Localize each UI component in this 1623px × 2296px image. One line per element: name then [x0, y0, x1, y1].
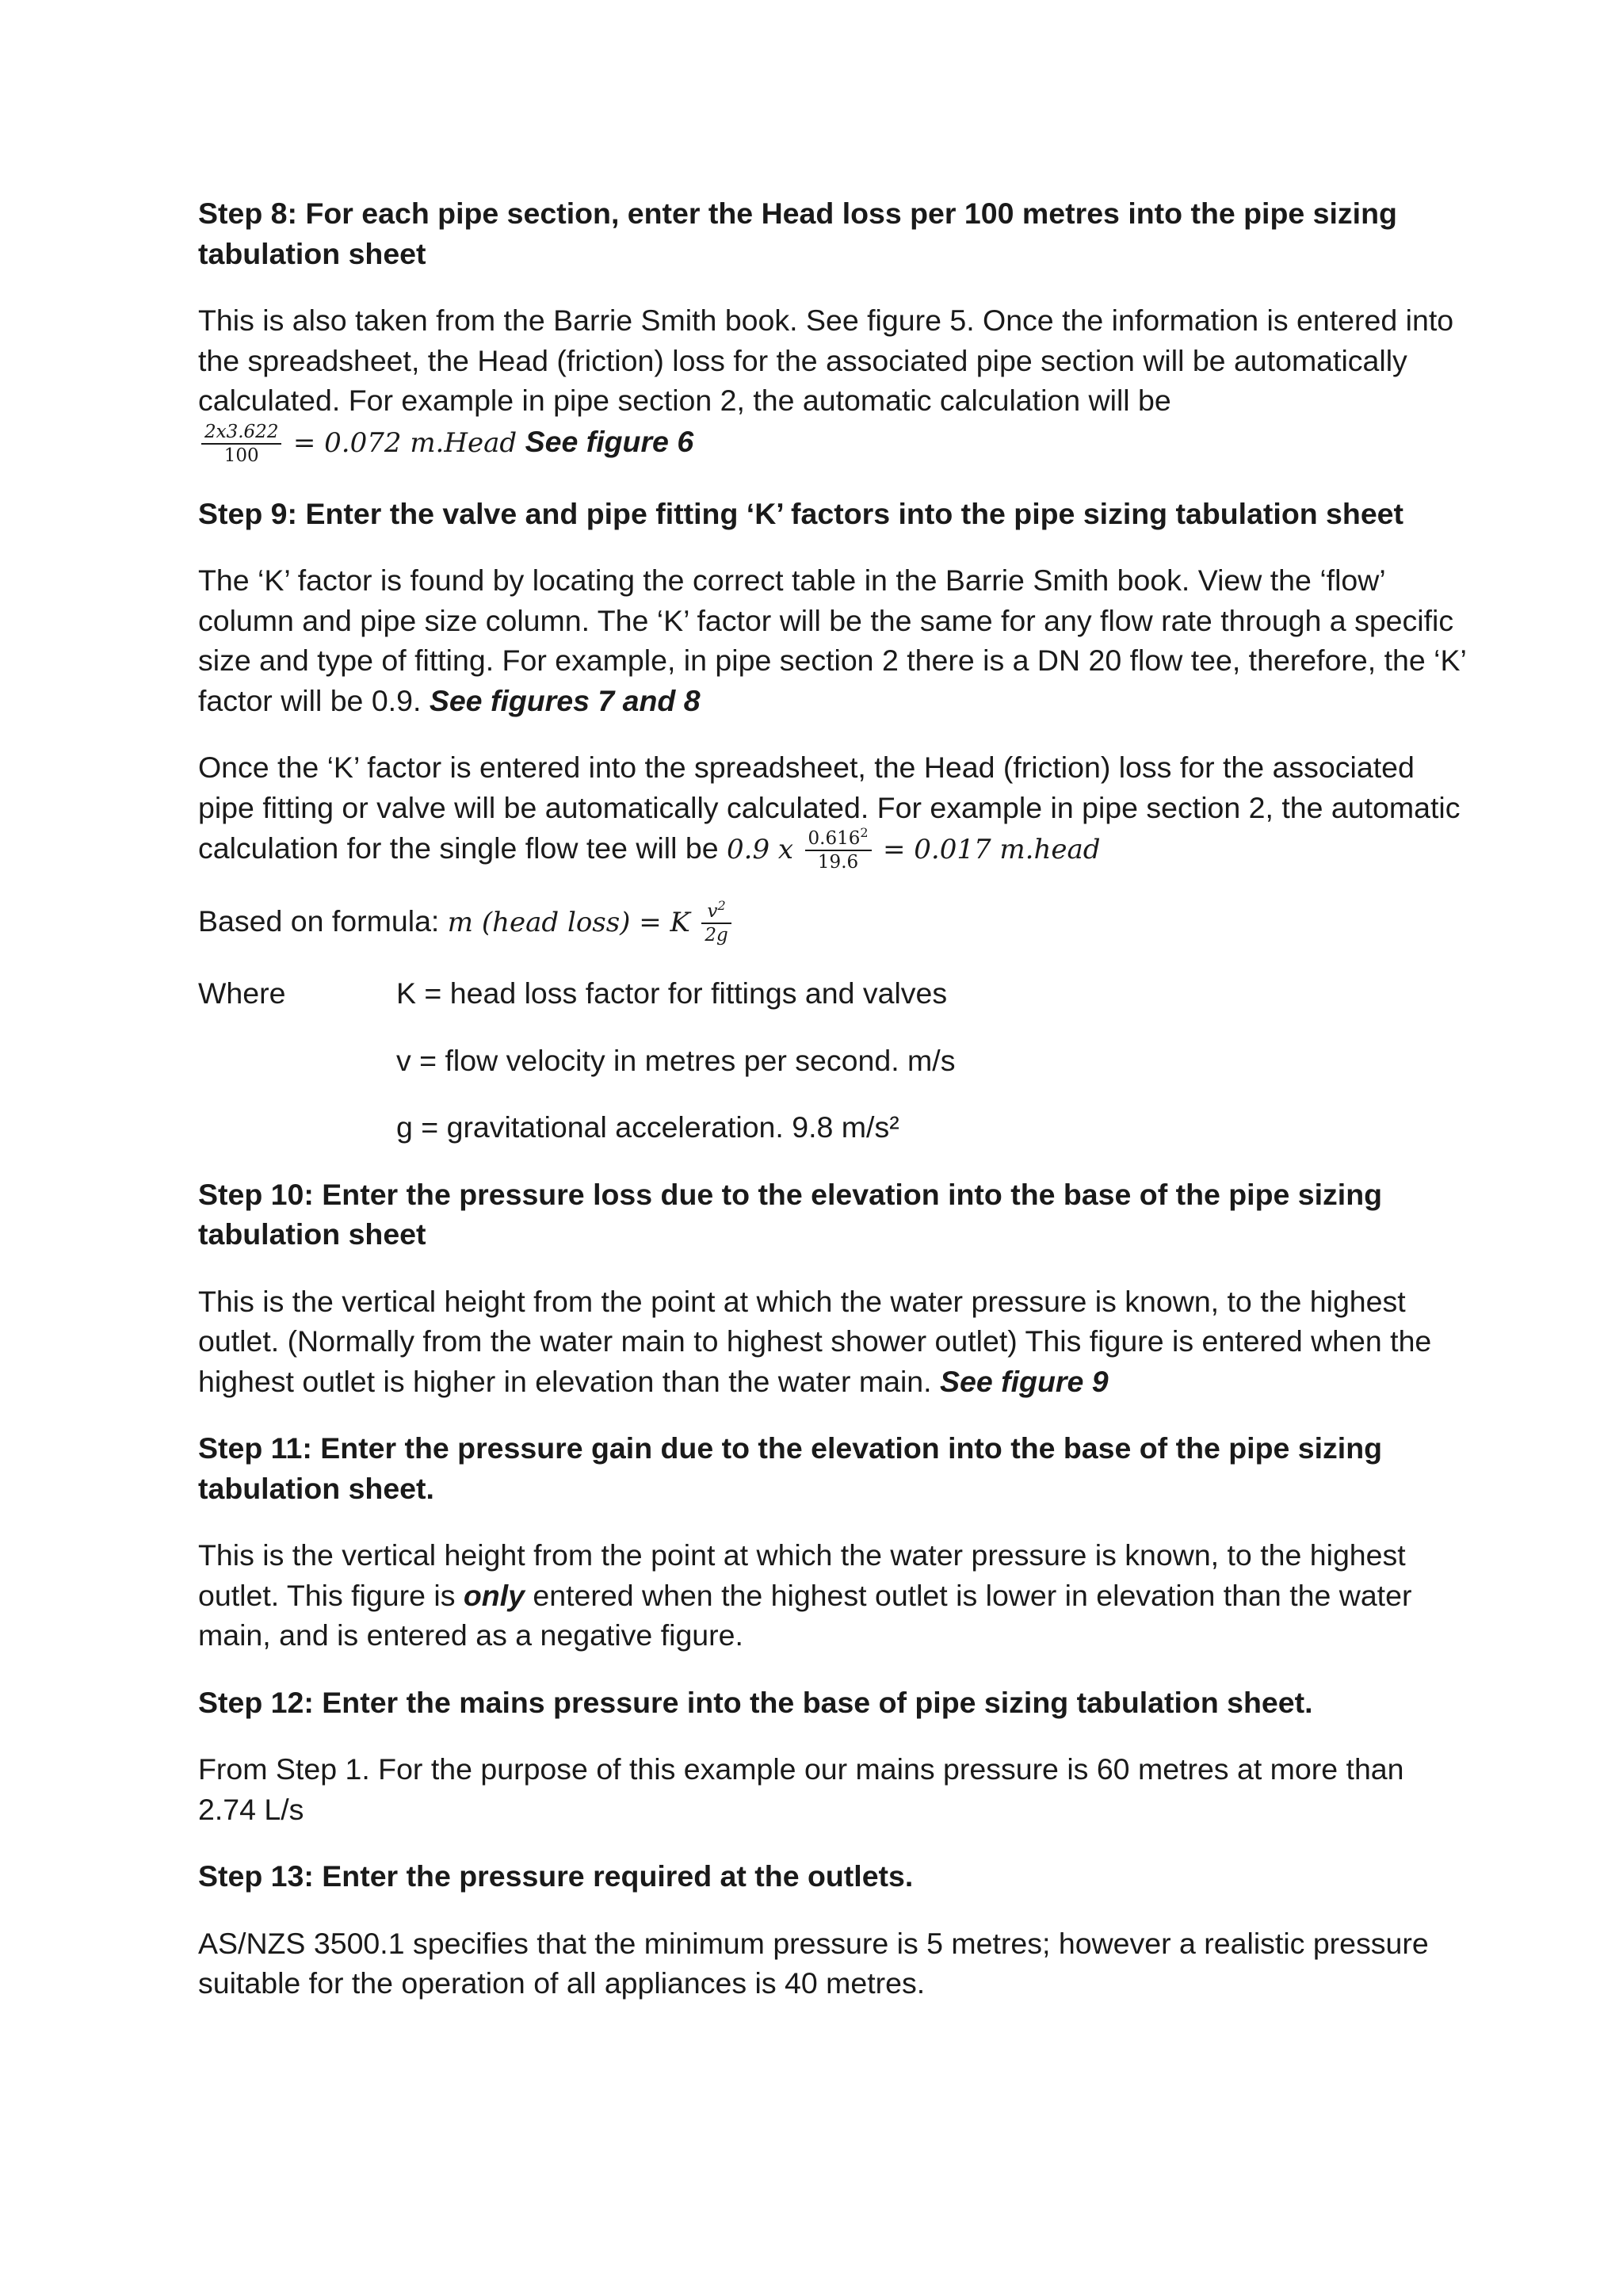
step-9-body-1 [198, 560, 1466, 720]
step-9-calc-den: 19.6 [817, 852, 859, 873]
step-8-heading: Step 8: For each pipe section, enter the Head loss per 100 metres into the pipe sizing tabulation sheet [198, 197, 1397, 270]
formula-den: 2g [705, 925, 728, 946]
step-9-calc-result: = 0.017 m.head [882, 833, 1101, 865]
step-11-emphasis: only [463, 1578, 525, 1612]
formula-num-sup: 2 [717, 898, 726, 913]
step-9-body-2 [198, 747, 1466, 873]
step-11-text-a: This is the vertical height from the point at which the water pressure is known, to the highest outlet. This figure is [198, 1538, 1406, 1612]
step-10-text: This is the vertical height from the point at which the water pressure is known, to the highest outlet. (Normally from the water main to highest shower outlet) This figure is entered when the highest outlet is higher in elevation than the water main. [198, 1284, 1432, 1398]
document-page [198, 193, 1466, 2030]
step-8-frac-num: 2x3.622 [201, 421, 281, 445]
step-10-see-figure: See figure 9 [939, 1364, 1109, 1398]
formula-lhs: m (head loss) = K [447, 906, 690, 938]
definition-v: v = flow velocity in metres per second. m/s [396, 1043, 956, 1077]
step-12-heading: Step 12: Enter the mains pressure into the base of pipe sizing tabulation sheet. [198, 1685, 1313, 1719]
step-9-heading: Step 9: Enter the valve and pipe fitting ‘K’ factors into the pipe sizing tabulation sheet [198, 496, 1404, 530]
step-9-calc-fraction [805, 827, 872, 873]
definition-g: g = gravitational acceleration. 9.8 m/s² [396, 1110, 899, 1144]
step-8-result: = 0.072 m.Head [292, 426, 517, 459]
step-12-body: From Step 1. For the purpose of this example our mains pressure is 60 metres at more than 2.74 L/s [198, 1752, 1404, 1826]
formula-label: Based on formula: [198, 904, 440, 938]
step-9-calc-num: 0.616 [808, 828, 861, 849]
step-13-heading: Step 13: Enter the pressure required at the outlets. [198, 1859, 914, 1893]
where-row [198, 973, 1466, 1014]
step-8-frac-den: 100 [223, 445, 259, 466]
step-9-calc-prefix: 0.9 x [727, 833, 794, 865]
step-11-body [198, 1535, 1466, 1656]
step-8-fraction [201, 421, 281, 467]
step-9-text-1: The ‘K’ factor is found by locating the correct table in the Barrie Smith book. View the ‘flow’ column and pipe size column. The ‘K’ factor will be the same for any flow rate through a specific size and type of fitting. For example, in pipe section 2 there is a DN 20 flow tee, therefore, the ‘K’ factor will be 0.9. [198, 563, 1466, 717]
step-10-heading: Step 10: Enter the pressure loss due to the elevation into the base of the pipe sizing tabulation sheet [198, 1177, 1383, 1251]
formula-fraction [701, 900, 731, 946]
step-9-formula [198, 900, 1466, 946]
step-11-text-b: entered when the highest outlet is lower in elevation than the water main, and is entered as a negative figure. [198, 1578, 1412, 1652]
step-8-body [198, 300, 1466, 467]
step-10-body [198, 1282, 1466, 1402]
definition-k: K = head loss factor for fittings and valves [396, 976, 948, 1010]
formula-num: v [707, 901, 718, 922]
step-11-heading: Step 11: Enter the pressure gain due to the elevation into the base of the pipe sizing tabulation sheet. [198, 1431, 1383, 1505]
where-label: Where [198, 976, 286, 1010]
step-8-text: This is also taken from the Barrie Smith book. See figure 5. Once the information is entered into the spreadsheet, the Head (friction) loss for the associated pipe section will be automatically calculated. For example in pipe section 2, the automatic calculation will be [198, 304, 1454, 417]
step-8-see-figure: See figure 6 [525, 424, 694, 458]
step-9-text-2: Once the ‘K’ factor is entered into the spreadsheet, the Head (friction) loss for the associated pipe fitting or valve will be automatically calculated. For example in pipe section 2, the automatic calculation for the single flow tee will be [198, 751, 1461, 865]
step-9-see-figures: See figures 7 and 8 [429, 683, 701, 717]
step-13-body: AS/NZS 3500.1 specifies that the minimum pressure is 5 metres; however a realistic pressure suitable for the operation of all appliances is 40 metres. [198, 1926, 1429, 2000]
step-9-calc-sup: 2 [860, 825, 869, 840]
